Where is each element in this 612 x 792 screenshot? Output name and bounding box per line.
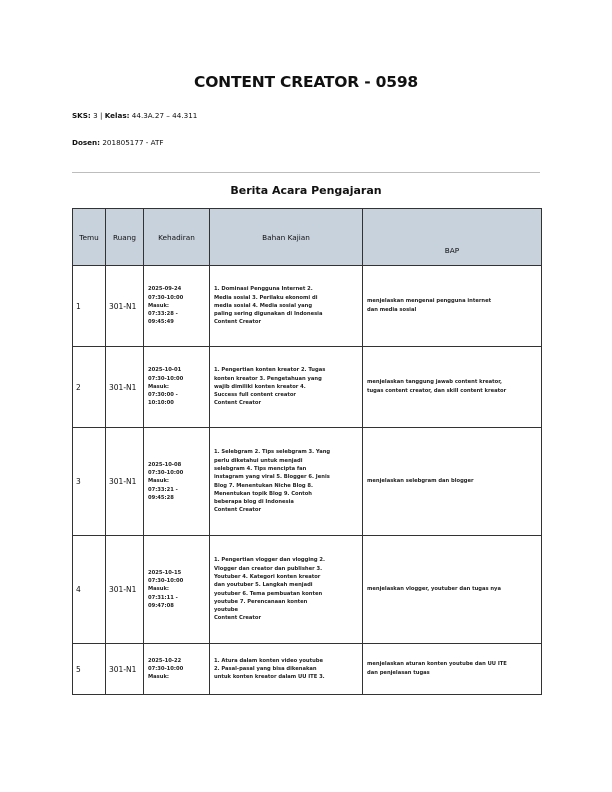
bahan-line: Menentukan topik Blog 9. Contoh: [214, 490, 313, 497]
bahan-line: 1. Atura dalam konten video youtube: [214, 657, 324, 664]
kehadiran-line: 2025-10-01: [148, 367, 182, 374]
bahan-line: Content Creator: [214, 319, 262, 326]
kehadiran-cell: [144, 266, 210, 347]
table-row: [73, 266, 542, 347]
bahan-line: youtube: [214, 607, 239, 614]
bahan-line: media sosial 4. Media sosial yang: [214, 302, 313, 309]
col-header-bap: BAP: [363, 209, 542, 266]
lecturer-meta-line: [72, 138, 164, 147]
kehadiran-line: Masuk:: [148, 586, 169, 593]
table-header-row: [73, 209, 542, 266]
kehadiran-line: 09:45:49: [148, 319, 174, 326]
kelas-label: Kelas:: [104, 111, 130, 120]
meta-separator: |: [99, 111, 103, 120]
kehadiran-line: Masuk:: [148, 478, 169, 485]
bahan-line: Youtuber 4. Kategori konten kreator: [214, 573, 321, 580]
bahan-line: untuk konten kreator dalam UU ITE 3.: [214, 674, 325, 681]
kehadiran-line: Masuk:: [148, 302, 169, 309]
col-header-bahan-kajian: Bahan Kajian: [210, 209, 363, 266]
bahan-line: 1. Pengertian konten kreator 2. Tugas: [214, 367, 326, 374]
bahan-line: konten kreator 3. Pengetahuan yang: [214, 375, 322, 382]
temu-cell: 3: [73, 428, 106, 536]
bap-cell: [363, 266, 542, 347]
col-header-kehadiran: Kehadiran: [144, 209, 210, 266]
temu-cell: 2: [73, 347, 106, 428]
kehadiran-line: 07:30-10:00: [148, 578, 184, 585]
bahan-line: 1. Pengertian vlogger dan vlogging 2.: [214, 557, 325, 564]
kehadiran-line: Masuk:: [148, 383, 169, 390]
bahan-line: perlu diketahui untuk menjadi: [214, 457, 303, 464]
bap-line: menjelaskan tanggung jawab content kreator,: [367, 379, 502, 385]
bap-line: menjelaskan vlogger, youtuber dan tugas nya: [367, 586, 501, 592]
kehadiran-line: 2025-10-22: [148, 657, 182, 664]
kehadiran-line: 2025-09-24: [148, 286, 182, 293]
bahan-line: youtuber 6. Tema pembuatan konten: [214, 590, 323, 597]
bahan-line: Success full content creator: [214, 392, 296, 399]
bap-cell: [363, 536, 542, 644]
bahan-line: wajib dimiliki konten kreator 4.: [214, 383, 306, 390]
kehadiran-line: 07:30-10:00: [148, 294, 184, 301]
temu-cell: 1: [73, 266, 106, 347]
kehadiran-line: 07:31:11 -: [148, 594, 178, 601]
bahan-line: dan youtuber 5. Langkah menjadi: [214, 582, 313, 589]
bahan-kajian-cell: [210, 347, 363, 428]
bahan-line: instagram yang viral 5. Blogger 6. Jenis: [214, 474, 330, 481]
kehadiran-line: 2025-10-15: [148, 569, 182, 576]
table-row: [73, 644, 542, 695]
bahan-kajian-cell: [210, 536, 363, 644]
sks-value: 3: [93, 111, 98, 120]
bahan-line: beberapa blog di Indonesia: [214, 499, 294, 506]
kehadiran-line: 09:47:08: [148, 602, 174, 609]
table-row: [73, 347, 542, 428]
kehadiran-line: Masuk:: [148, 674, 169, 681]
kehadiran-line: 09:45:28: [148, 494, 174, 501]
dosen-label: Dosen:: [72, 138, 101, 147]
table-row: [73, 428, 542, 536]
bap-line: tugas content creator, dan skill content kreator: [367, 388, 507, 394]
bahan-line: Content Creator: [214, 400, 262, 407]
kehadiran-line: 07:30-10:00: [148, 470, 184, 477]
course-meta-line: [72, 111, 197, 120]
bap-cell: [363, 644, 542, 695]
kehadiran-line: 07:30-10:00: [148, 375, 184, 382]
bap-line: menjelaskan selebgram dan blogger: [367, 478, 474, 484]
bap-line: menjelaskan aturan konten youtube dan UU ITE: [367, 661, 507, 667]
bahan-line: youtube 7. Perencanaan konten: [214, 598, 308, 605]
dosen-value: 201805177 - ATF: [102, 138, 164, 147]
kehadiran-line: 07:33:21 -: [148, 486, 178, 493]
bahan-line: Vlogger dan creator dan publisher 3.: [214, 565, 323, 572]
kelas-value: 44.3A.27 – 44.311: [131, 111, 198, 120]
bap-line: menjelaskan mengenai pengguna internet: [367, 298, 492, 304]
col-header-ruang: Ruang: [106, 209, 144, 266]
ruang-cell: 301-N1: [106, 266, 144, 347]
kehadiran-line: 07:30:00 -: [148, 392, 178, 399]
divider: [72, 172, 540, 173]
bahan-line: Media sosial 3. Perilaku ekonomi di: [214, 294, 318, 301]
bap-cell: [363, 428, 542, 536]
temu-cell: 5: [73, 644, 106, 695]
bahan-kajian-cell: [210, 644, 363, 695]
bahan-line: selebgram 4. Tips mencipta fan: [214, 465, 307, 472]
bahan-line: Content Creator: [214, 615, 262, 622]
kehadiran-cell: [144, 347, 210, 428]
bahan-line: Blog 7. Menentukan Niche Blog 8.: [214, 482, 314, 489]
kehadiran-line: 07:33:28 -: [148, 311, 178, 318]
col-header-temu: Temu: [73, 209, 106, 266]
temu-cell: 4: [73, 536, 106, 644]
kehadiran-cell: [144, 536, 210, 644]
kehadiran-cell: [144, 428, 210, 536]
table-row: [73, 536, 542, 644]
kehadiran-line: 2025-10-08: [148, 461, 182, 468]
bahan-kajian-cell: [210, 266, 363, 347]
bahan-line: 1. Dominasi Pengguna Internet 2.: [214, 286, 313, 293]
kehadiran-line: 07:30-10:00: [148, 665, 184, 672]
bahan-line: Content Creator: [214, 507, 262, 514]
bahan-kajian-cell: [210, 428, 363, 536]
bap-line: dan media sosial: [367, 307, 417, 313]
bahan-line: 1. Selebgram 2. Tips selebgram 3. Yang: [214, 449, 331, 456]
bap-line: dan penjelasan tugas: [367, 670, 430, 676]
ruang-cell: 301-N1: [106, 347, 144, 428]
sks-label: SKS:: [72, 111, 91, 120]
kehadiran-cell: [144, 644, 210, 695]
page-title: CONTENT CREATOR - 0598: [194, 73, 418, 91]
section-title: Berita Acara Pengajaran: [230, 184, 382, 197]
bap-cell: [363, 347, 542, 428]
teaching-record-table: [72, 208, 542, 695]
ruang-cell: 301-N1: [106, 428, 144, 536]
bahan-line: paling sering digunakan di Indonesia: [214, 311, 323, 318]
kehadiran-line: 10:10:00: [148, 400, 174, 407]
ruang-cell: 301-N1: [106, 644, 144, 695]
ruang-cell: 301-N1: [106, 536, 144, 644]
bahan-line: 2. Pasal-pasal yang bisa dikenakan: [214, 665, 317, 672]
